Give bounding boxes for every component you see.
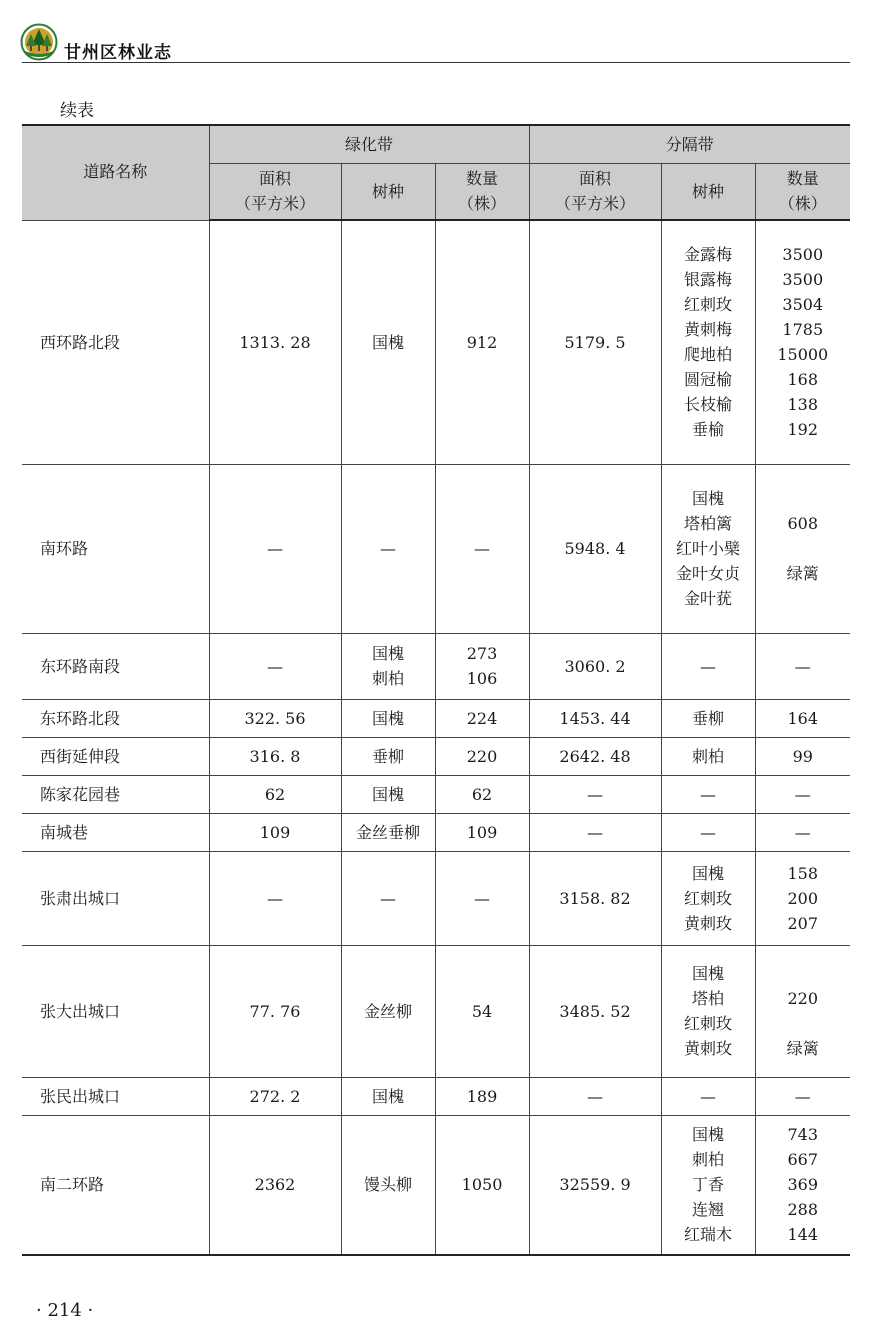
forestry-logo-icon xyxy=(20,23,58,61)
green-count-cell: 224 xyxy=(435,699,529,737)
divider-area-cell: — xyxy=(529,775,661,813)
road-name-cell: 南城巷 xyxy=(22,813,209,851)
divider-count-cell: 220 绿篱 xyxy=(755,945,850,1077)
divider-species-cell: — xyxy=(661,775,755,813)
green-count-cell: 220 xyxy=(435,737,529,775)
divider-count-cell: — xyxy=(755,813,850,851)
green-species-cell: 金丝垂柳 xyxy=(341,813,435,851)
divider-species-cell: 国槐 塔柏 红刺玫 黄刺玫 xyxy=(661,945,755,1077)
green-area-cell: 109 xyxy=(209,813,341,851)
divider-area-cell: 1453. 44 xyxy=(529,699,661,737)
green-species-cell: 金丝柳 xyxy=(341,945,435,1077)
header-divider-species: 树种 xyxy=(661,163,755,220)
table-row xyxy=(22,945,850,1077)
green-area-cell: 322. 56 xyxy=(209,699,341,737)
green-species-cell: 国槐 刺柏 xyxy=(341,633,435,699)
green-area-cell: — xyxy=(209,633,341,699)
table-row xyxy=(22,813,850,851)
green-count-cell: 62 xyxy=(435,775,529,813)
table-row xyxy=(22,699,850,737)
divider-species-cell: — xyxy=(661,633,755,699)
divider-count-cell: — xyxy=(755,775,850,813)
divider-area-cell: — xyxy=(529,1077,661,1115)
header-green-species: 树种 xyxy=(341,163,435,220)
table-row xyxy=(22,851,850,945)
table-row xyxy=(22,220,850,464)
green-area-cell: 2362 xyxy=(209,1115,341,1255)
road-name-cell: 陈家花园巷 xyxy=(22,775,209,813)
header-greenbelt: 绿化带 xyxy=(209,125,529,163)
header-green-area: 面积 （平方米） xyxy=(209,163,341,220)
divider-count-cell: 164 xyxy=(755,699,850,737)
green-count-cell: 273 106 xyxy=(435,633,529,699)
green-species-cell: 国槐 xyxy=(341,775,435,813)
divider-species-cell: 国槐 红刺玫 黄刺玫 xyxy=(661,851,755,945)
page-number: · 214 · xyxy=(36,1300,94,1321)
green-area-cell: — xyxy=(209,851,341,945)
table-continued-label: 续表 xyxy=(60,101,94,121)
table-row xyxy=(22,1077,850,1115)
road-name-cell: 西环路北段 xyxy=(22,220,209,464)
divider-count-cell: — xyxy=(755,633,850,699)
divider-area-cell: — xyxy=(529,813,661,851)
divider-species-cell: 国槐 刺柏 丁香 连翘 红瑞木 xyxy=(661,1115,755,1255)
header-divider-strip: 分隔带 xyxy=(529,125,850,163)
road-greening-table xyxy=(22,124,850,1256)
divider-count-cell: 3500 3500 3504 1785 15000 168 138 192 xyxy=(755,220,850,464)
road-name-cell: 张大出城口 xyxy=(22,945,209,1077)
divider-species-cell: 国槐 塔柏篱 红叶小檗 金叶女贞 金叶莸 xyxy=(661,464,755,633)
table-row xyxy=(22,775,850,813)
green-count-cell: — xyxy=(435,851,529,945)
divider-count-cell: — xyxy=(755,1077,850,1115)
green-area-cell: 316. 8 xyxy=(209,737,341,775)
road-name-cell: 东环路北段 xyxy=(22,699,209,737)
road-name-cell: 张肃出城口 xyxy=(22,851,209,945)
divider-area-cell: 3485. 52 xyxy=(529,945,661,1077)
table-row xyxy=(22,464,850,633)
divider-species-cell: 金露梅 银露梅 红刺玫 黄刺梅 爬地柏 圆冠榆 长枝榆 垂榆 xyxy=(661,220,755,464)
divider-area-cell: 3060. 2 xyxy=(529,633,661,699)
divider-count-cell: 743 667 369 288 144 xyxy=(755,1115,850,1255)
road-name-cell: 西街延伸段 xyxy=(22,737,209,775)
divider-area-cell: 5179. 5 xyxy=(529,220,661,464)
green-count-cell: 912 xyxy=(435,220,529,464)
green-area-cell: 77. 76 xyxy=(209,945,341,1077)
divider-species-cell: — xyxy=(661,813,755,851)
divider-species-cell: 垂柳 xyxy=(661,699,755,737)
header-road-name: 道路名称 xyxy=(22,125,209,220)
green-area-cell: 62 xyxy=(209,775,341,813)
header-divider xyxy=(22,62,850,63)
green-species-cell: 国槐 xyxy=(341,699,435,737)
table-row xyxy=(22,1115,850,1255)
green-count-cell: 1050 xyxy=(435,1115,529,1255)
green-species-cell: — xyxy=(341,464,435,633)
divider-area-cell: 5948. 4 xyxy=(529,464,661,633)
green-area-cell: 272. 2 xyxy=(209,1077,341,1115)
green-area-cell: 1313. 28 xyxy=(209,220,341,464)
green-count-cell: — xyxy=(435,464,529,633)
green-species-cell: 国槐 xyxy=(341,1077,435,1115)
divider-count-cell: 99 xyxy=(755,737,850,775)
green-count-cell: 189 xyxy=(435,1077,529,1115)
table-row xyxy=(22,633,850,699)
green-count-cell: 109 xyxy=(435,813,529,851)
green-species-cell: 国槐 xyxy=(341,220,435,464)
road-name-cell: 南环路 xyxy=(22,464,209,633)
green-count-cell: 54 xyxy=(435,945,529,1077)
table-row xyxy=(22,737,850,775)
divider-species-cell: 刺柏 xyxy=(661,737,755,775)
green-species-cell: 馒头柳 xyxy=(341,1115,435,1255)
road-name-cell: 南二环路 xyxy=(22,1115,209,1255)
divider-area-cell: 32559. 9 xyxy=(529,1115,661,1255)
divider-area-cell: 2642. 48 xyxy=(529,737,661,775)
header-divider-area: 面积 （平方米） xyxy=(529,163,661,220)
green-area-cell: — xyxy=(209,464,341,633)
green-species-cell: 垂柳 xyxy=(341,737,435,775)
divider-area-cell: 3158. 82 xyxy=(529,851,661,945)
book-title: 甘州区林业志 xyxy=(64,43,172,63)
divider-species-cell: — xyxy=(661,1077,755,1115)
green-species-cell: — xyxy=(341,851,435,945)
header-green-count: 数量 （株） xyxy=(435,163,529,220)
road-name-cell: 东环路南段 xyxy=(22,633,209,699)
divider-count-cell: 608 绿篱 xyxy=(755,464,850,633)
road-name-cell: 张民出城口 xyxy=(22,1077,209,1115)
divider-count-cell: 158 200 207 xyxy=(755,851,850,945)
header-divider-count: 数量 （株） xyxy=(755,163,850,220)
